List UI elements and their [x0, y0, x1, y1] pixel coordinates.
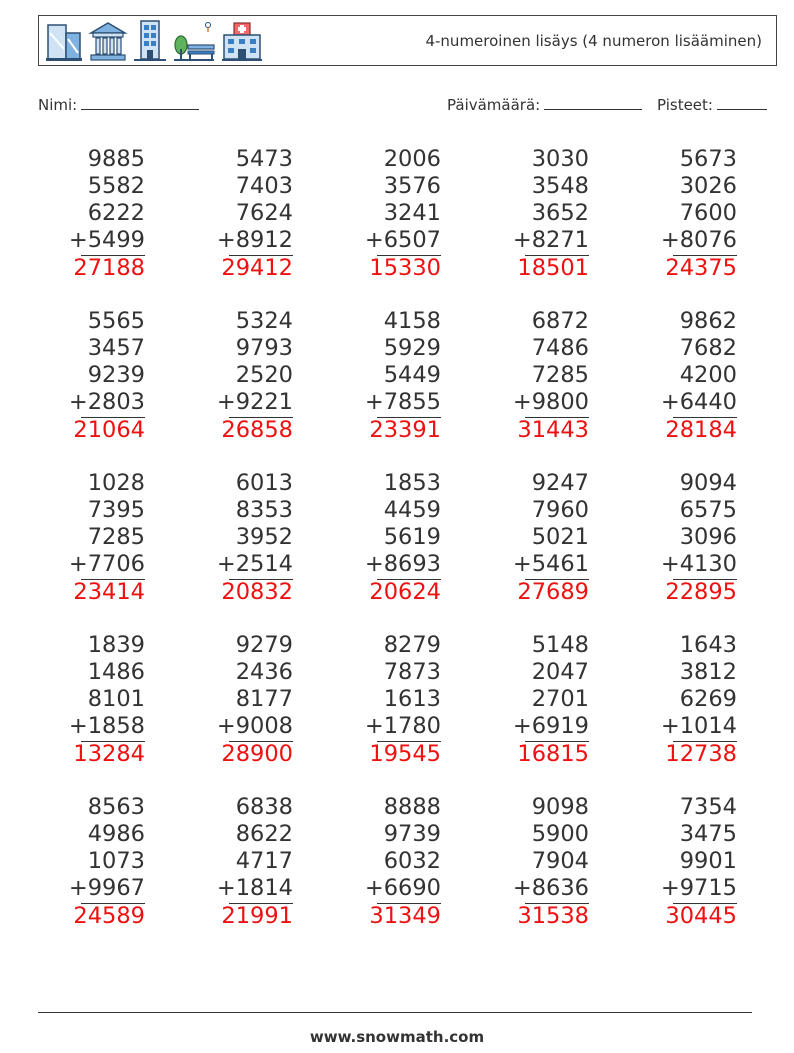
addition-problem [627, 146, 737, 282]
name-blank[interactable] [81, 93, 199, 110]
addend: 5582 [87, 173, 145, 199]
answer: 31443 [517, 417, 589, 443]
addend: 7403 [235, 173, 293, 199]
addend: 7285 [531, 362, 589, 388]
addend: +2514 [216, 551, 293, 577]
date-field [447, 93, 642, 114]
worksheet-title: 4-numeroinen lisäys (4 numeron lisääminen) [425, 32, 762, 50]
answer: 26858 [221, 417, 293, 443]
addend: +8693 [364, 551, 441, 577]
addition-problem [627, 470, 737, 606]
addend: 9094 [679, 470, 737, 496]
answer: 24589 [73, 903, 145, 929]
answer: 31349 [369, 903, 441, 929]
addend: 6222 [87, 200, 145, 226]
answer: 27188 [73, 255, 145, 281]
addend: +9800 [512, 389, 589, 415]
addend: 2006 [383, 146, 441, 172]
name-field [38, 93, 199, 114]
score-field [657, 93, 767, 114]
addend: +5461 [512, 551, 589, 577]
addend: 7682 [679, 335, 737, 361]
addend: 4986 [87, 821, 145, 847]
answer: 16815 [517, 741, 589, 767]
date-label: Päivämäärä: [447, 96, 541, 114]
addend: 5565 [87, 308, 145, 334]
answer: 23391 [369, 417, 441, 443]
addend: 4459 [383, 497, 441, 523]
addend: 1613 [383, 686, 441, 712]
addend: 9239 [87, 362, 145, 388]
addend: 5619 [383, 524, 441, 550]
footer-url: www.snowmath.com [309, 1028, 485, 1046]
addend: 8279 [383, 632, 441, 658]
addition-problem [183, 470, 293, 606]
addition-problem [479, 470, 589, 606]
addend: 9901 [679, 848, 737, 874]
answer: 20624 [369, 579, 441, 605]
addend: 5673 [679, 146, 737, 172]
answer: 28184 [665, 417, 737, 443]
addition-problem [331, 146, 441, 282]
addend: +1814 [216, 875, 293, 901]
worksheet-header [38, 15, 777, 66]
addend: 1643 [679, 632, 737, 658]
addend: 7600 [679, 200, 737, 226]
addend: +9967 [68, 875, 145, 901]
addend: 8101 [87, 686, 145, 712]
footer-divider [38, 1012, 752, 1013]
header-icons [44, 19, 264, 63]
addend: 1073 [87, 848, 145, 874]
addend: +1014 [660, 713, 737, 739]
addition-problem [183, 146, 293, 282]
addend: 9247 [531, 470, 589, 496]
addend: 3030 [531, 146, 589, 172]
addend: 1028 [87, 470, 145, 496]
addend: 8353 [235, 497, 293, 523]
park-bench-icon [172, 19, 216, 63]
addition-problem [627, 308, 737, 444]
addition-problem [479, 146, 589, 282]
addend: 9862 [679, 308, 737, 334]
addend: +8271 [512, 227, 589, 253]
addend: 9098 [531, 794, 589, 820]
addend: 3812 [679, 659, 737, 685]
addend: +8076 [660, 227, 737, 253]
addend: 7624 [235, 200, 293, 226]
addition-problem [35, 146, 145, 282]
addend: 5473 [235, 146, 293, 172]
answer: 19545 [369, 741, 441, 767]
answer: 21064 [73, 417, 145, 443]
addend: 8177 [235, 686, 293, 712]
addend: 3096 [679, 524, 737, 550]
answer: 13284 [73, 741, 145, 767]
addend: 7904 [531, 848, 589, 874]
addend: 7395 [87, 497, 145, 523]
bank-building-icon [88, 19, 128, 63]
addend: 6575 [679, 497, 737, 523]
addition-problem [183, 308, 293, 444]
addition-problem [35, 308, 145, 444]
addend: +7855 [364, 389, 441, 415]
addend: 8622 [235, 821, 293, 847]
addend: +8636 [512, 875, 589, 901]
addend: 7285 [87, 524, 145, 550]
addend: +5499 [68, 227, 145, 253]
addition-problem [479, 632, 589, 768]
addend: 3241 [383, 200, 441, 226]
answer: 30445 [665, 903, 737, 929]
addend: 8563 [87, 794, 145, 820]
answer: 24375 [665, 255, 737, 281]
addend: 6269 [679, 686, 737, 712]
addend: +9221 [216, 389, 293, 415]
addend: 5929 [383, 335, 441, 361]
addend: 7960 [531, 497, 589, 523]
addition-problem [331, 470, 441, 606]
addend: 9793 [235, 335, 293, 361]
addend: 4200 [679, 362, 737, 388]
addition-problem [331, 794, 441, 930]
addend: 1839 [87, 632, 145, 658]
addend: +9715 [660, 875, 737, 901]
answer: 15330 [369, 255, 441, 281]
addend: 8888 [383, 794, 441, 820]
hospital-icon [220, 19, 264, 63]
addend: 7354 [679, 794, 737, 820]
addend: +6690 [364, 875, 441, 901]
addend: +9008 [216, 713, 293, 739]
addend: 5900 [531, 821, 589, 847]
addition-problem [627, 632, 737, 768]
addend: 3548 [531, 173, 589, 199]
addend: 3952 [235, 524, 293, 550]
addend: 1853 [383, 470, 441, 496]
addend: 2701 [531, 686, 589, 712]
addition-problem [479, 794, 589, 930]
addend: 3457 [87, 335, 145, 361]
addend: +4130 [660, 551, 737, 577]
addend: 5324 [235, 308, 293, 334]
addend: 5021 [531, 524, 589, 550]
addend: 1486 [87, 659, 145, 685]
addition-problem [35, 632, 145, 768]
answer: 29412 [221, 255, 293, 281]
addend: 4158 [383, 308, 441, 334]
addend: +7706 [68, 551, 145, 577]
addend: +1780 [364, 713, 441, 739]
addend: 6872 [531, 308, 589, 334]
answer: 31538 [517, 903, 589, 929]
score-label: Pisteet: [657, 96, 713, 114]
addend: 3652 [531, 200, 589, 226]
addend: 4717 [235, 848, 293, 874]
addition-problem [183, 794, 293, 930]
skyscraper-icon [132, 19, 168, 63]
addend: 3026 [679, 173, 737, 199]
addend: +1858 [68, 713, 145, 739]
addend: 2047 [531, 659, 589, 685]
date-blank[interactable] [544, 93, 642, 110]
addend: 9279 [235, 632, 293, 658]
score-blank[interactable] [717, 93, 767, 110]
addend: +2803 [68, 389, 145, 415]
addend: 6838 [235, 794, 293, 820]
addition-problem [627, 794, 737, 930]
addition-problem [331, 308, 441, 444]
addend: 7873 [383, 659, 441, 685]
addition-problem [35, 794, 145, 930]
addend: 5449 [383, 362, 441, 388]
addition-problem [35, 470, 145, 606]
answer: 12738 [665, 741, 737, 767]
addend: 3475 [679, 821, 737, 847]
answer: 21991 [221, 903, 293, 929]
office-building-icon [44, 19, 84, 63]
addend: 5148 [531, 632, 589, 658]
addition-problem [331, 632, 441, 768]
answer: 22895 [665, 579, 737, 605]
addend: 7486 [531, 335, 589, 361]
addend: 6032 [383, 848, 441, 874]
addend: 9885 [87, 146, 145, 172]
addend: 9739 [383, 821, 441, 847]
answer: 28900 [221, 741, 293, 767]
addend: 2520 [235, 362, 293, 388]
addition-problem [183, 632, 293, 768]
addend: 3576 [383, 173, 441, 199]
addend: +8912 [216, 227, 293, 253]
addend: +6440 [660, 389, 737, 415]
addition-problem [479, 308, 589, 444]
answer: 20832 [221, 579, 293, 605]
addend: 6013 [235, 470, 293, 496]
addend: 2436 [235, 659, 293, 685]
answer: 23414 [73, 579, 145, 605]
answer: 18501 [517, 255, 589, 281]
answer: 27689 [517, 579, 589, 605]
addend: +6507 [364, 227, 441, 253]
name-label: Nimi: [38, 96, 78, 114]
addend: +6919 [512, 713, 589, 739]
